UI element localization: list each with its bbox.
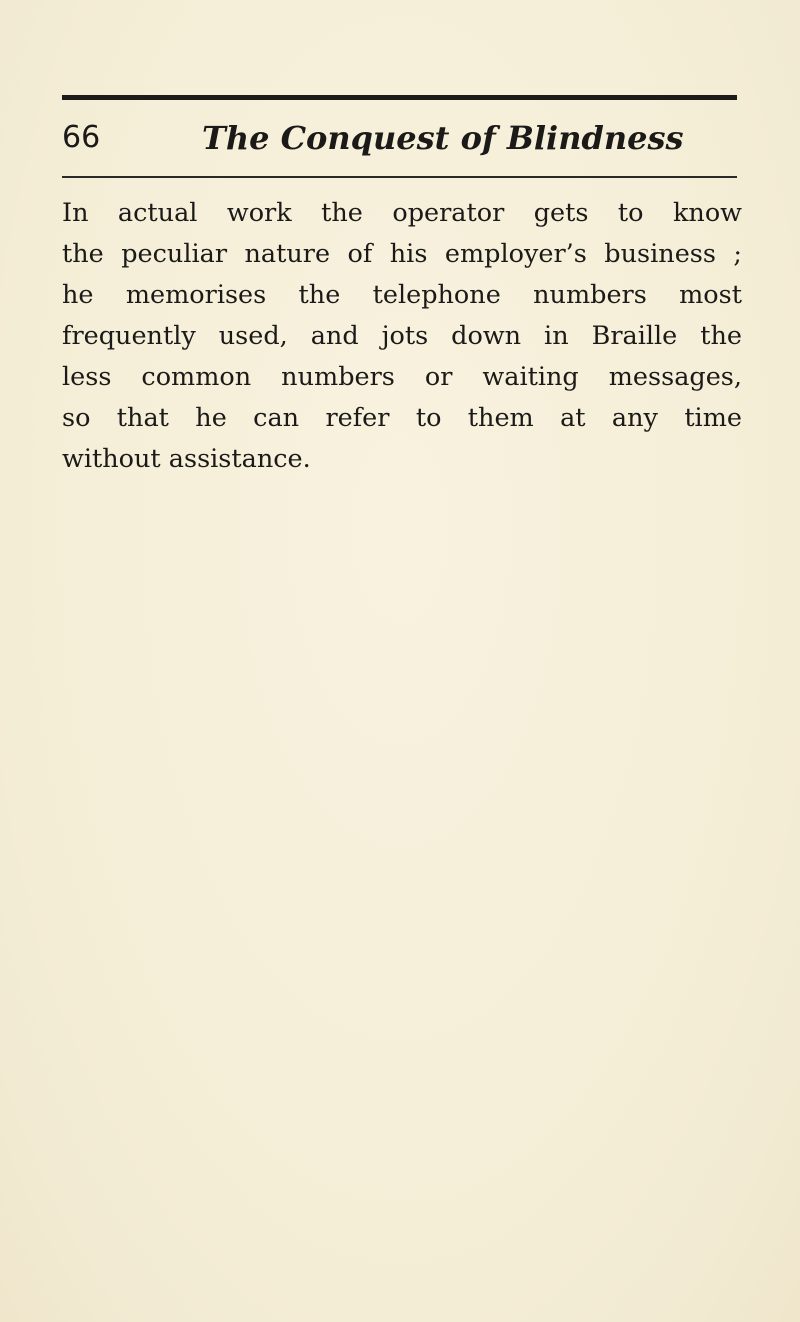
text-line: the peculiar nature of his employer’s business ; [62,239,742,269]
running-title: The Conquest of Blindness [202,119,684,157]
header-rule-top [62,95,737,100]
text-line: so that he can refer to them at any time [62,403,742,433]
text-line: less common numbers or waiting messages, [62,362,742,392]
text-line: In actual work the operator gets to know [62,198,742,228]
page-number: 66 [62,120,101,155]
text-line: he memorises the telephone numbers most [62,280,742,310]
header-rule-bottom [62,176,737,178]
running-head [62,112,737,164]
body-paragraph [62,193,742,480]
text-line: frequently used, and jots down in Braille the [62,321,742,351]
text-line: without assistance. [62,444,311,474]
